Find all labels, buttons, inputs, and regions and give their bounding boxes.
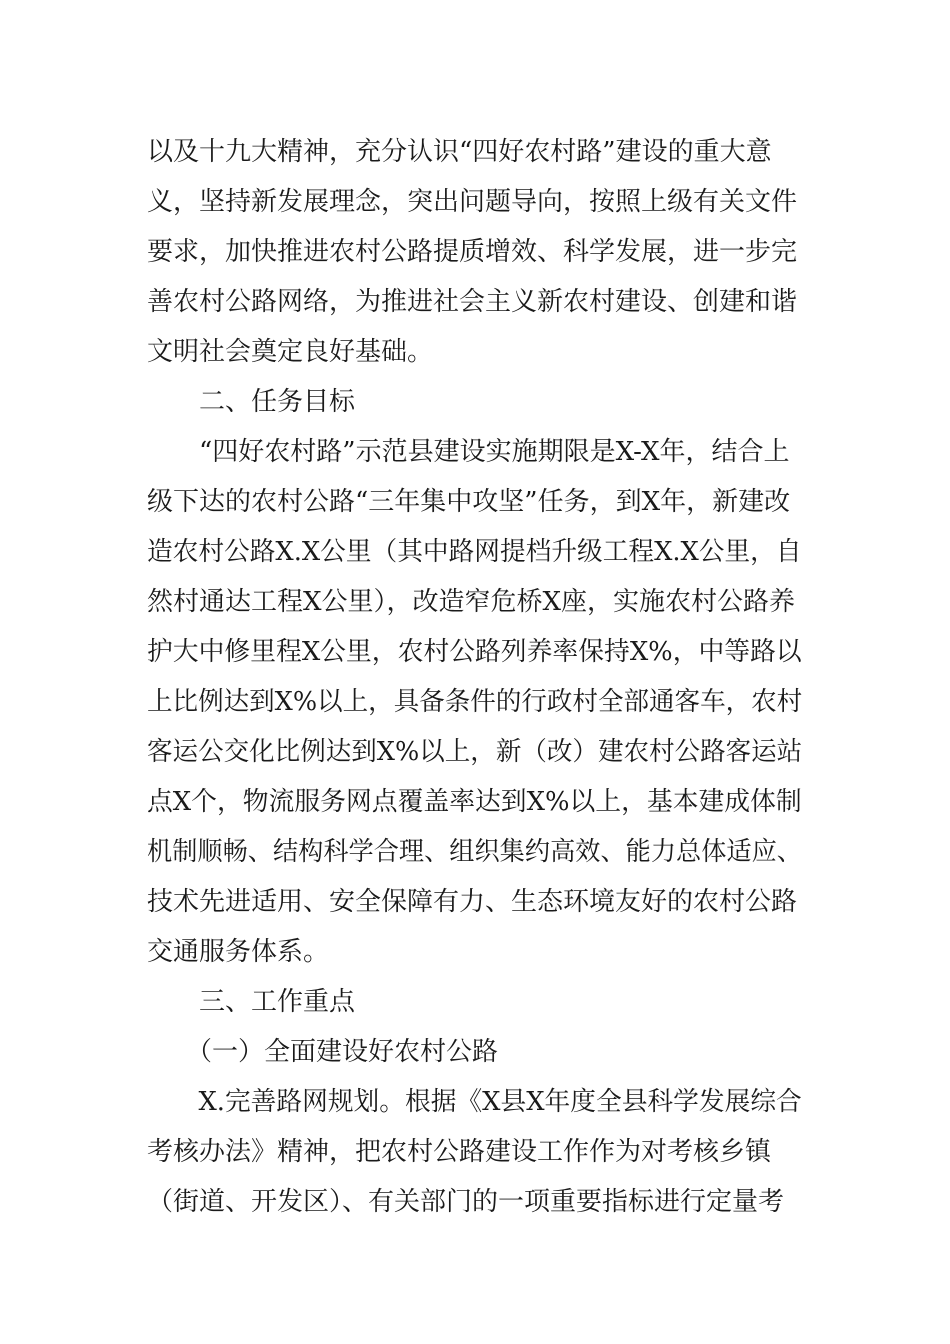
text-line: 以及十九大精神，充分认识“四好农村路”建设的重大意	[147, 137, 772, 167]
text-line: 文明社会奠定良好基础。	[147, 337, 434, 367]
text-line: 然村通达工程X公里），改造窄危桥X座，实施农村公路养	[147, 587, 796, 617]
text-line: 点X个，物流服务网点覆盖率达到X%以上，基本建成体制	[147, 787, 802, 817]
text-line: 造农村公路X.X公里（其中路网提档升级工程X.X公里，自	[147, 537, 802, 567]
text-line: 客运公交化比例达到X%以上，新（改）建农村公路客运站	[147, 737, 803, 767]
text-line: 级下达的农村公路“三年集中攻坚”任务，到X年，新建改	[147, 487, 791, 517]
text-line: 义，坚持新发展理念，突出问题导向，按照上级有关文件	[147, 187, 798, 217]
text-line: 技术先进适用、安全保障有力、生态环境友好的农村公路	[147, 887, 798, 917]
text-line: 要求，加快推进农村公路提质增效、科学发展，进一步完	[147, 237, 798, 267]
text-line: （街道、开发区）、有关部门的一项重要指标进行定量考	[147, 1187, 785, 1217]
text-line: 护大中修里程X公里，农村公路列养率保持X%，中等路以	[147, 637, 802, 667]
subsection-heading: （一）全面建设好农村公路	[147, 1037, 499, 1067]
section-heading: 二、任务目标	[147, 387, 356, 417]
text-line: 交通服务体系。	[147, 937, 330, 967]
text-line: 善农村公路网络，为推进社会主义新农村建设、创建和谐	[147, 287, 798, 317]
text-line: 机制顺畅、结构科学合理、组织集约高效、能力总体适应、	[147, 837, 802, 867]
text-line: “四好农村路”示范县建设实施期限是X-X年，结合上	[147, 437, 790, 467]
text-line: 上比例达到X%以上，具备条件的行政村全部通客车，农村	[147, 687, 803, 717]
text-line: 考核办法》精神，把农村公路建设工作作为对考核乡镇	[147, 1137, 772, 1167]
text-line: X.完善路网规划。根据《X县X年度全县科学发展综合	[147, 1087, 802, 1117]
section-heading: 三、工作重点	[147, 987, 356, 1017]
